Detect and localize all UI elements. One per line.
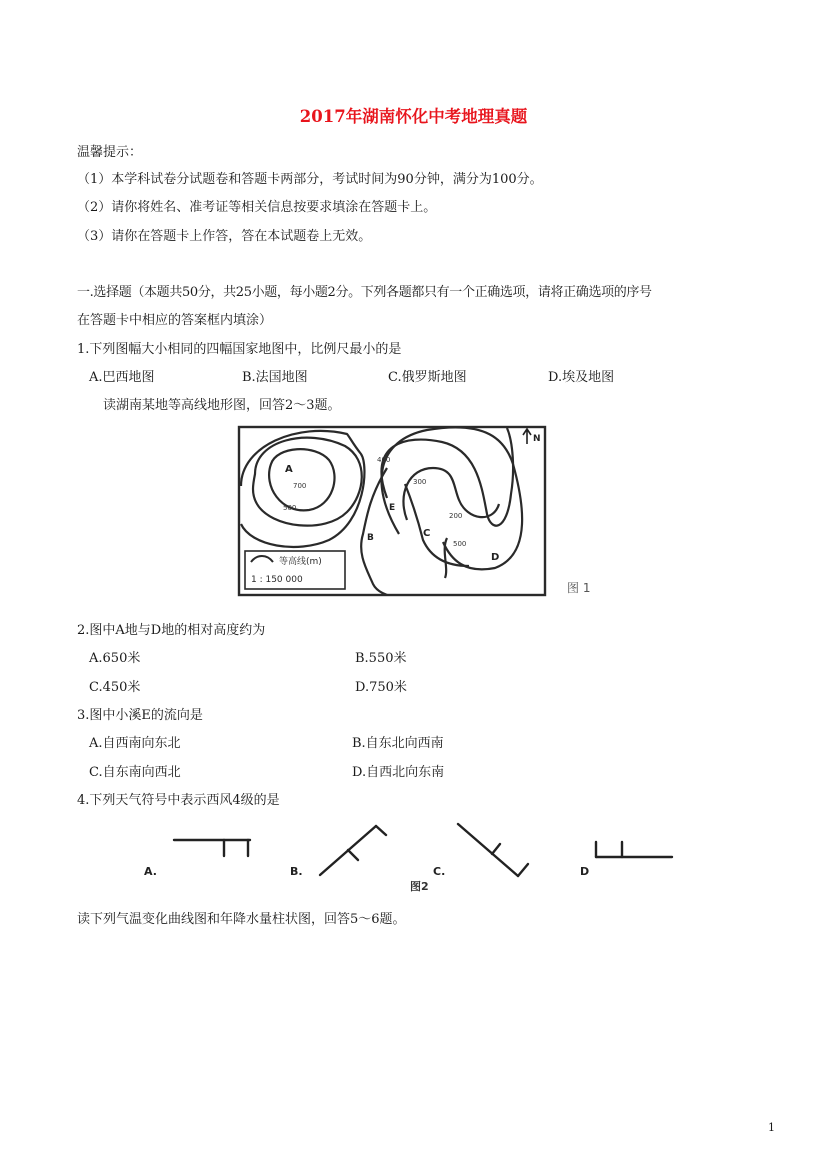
north-arrow-icon xyxy=(523,429,531,444)
figure-1-caption: 图 1 xyxy=(567,581,591,595)
point-label-c: C xyxy=(423,528,431,539)
figure-2-caption: 图2 xyxy=(410,880,429,893)
reading-prompt-1: 读湖南某地等高线地形图，回答2～3题。 xyxy=(103,398,341,413)
north-arrow-label: N xyxy=(533,434,541,444)
section-intro-line1: 一.选择题（本题共50分，共25小题，每小题2分。下列各题都只有一个正确选项，请将正确选项的序号 xyxy=(77,285,652,300)
notice-item-1: （1）本学科试卷分试题卷和答题卡两部分，考试时间为90分钟，满分为100分。 xyxy=(77,172,543,187)
contour-label: 200 xyxy=(449,512,463,520)
wind-symbol-a xyxy=(174,840,250,856)
map-legend-text: 等高线(m) xyxy=(279,557,322,567)
q3-option-c[interactable]: C.自东南向西北 xyxy=(89,765,181,780)
point-label-a: A xyxy=(285,464,293,475)
point-label-e: E xyxy=(389,503,396,513)
q2-option-c[interactable]: C.450米 xyxy=(89,680,141,695)
q1-option-c[interactable]: C.俄罗斯地图 xyxy=(388,370,467,385)
contour-label: 500 xyxy=(283,504,297,512)
reading-prompt-2: 读下列气温变化曲线图和年降水量柱状图，回答5～6题。 xyxy=(77,912,406,927)
stream-line xyxy=(405,484,469,566)
q1-option-d[interactable]: D.埃及地图 xyxy=(548,370,615,385)
q3-option-b[interactable]: B.自东北向西南 xyxy=(352,736,444,751)
q1-option-a[interactable]: A.巴西地图 xyxy=(89,370,155,385)
notice-item-2: （2）请你将姓名、准考证等相关信息按要求填涂在答题卡上。 xyxy=(77,200,437,215)
wind-option-d-label: D xyxy=(580,865,590,878)
contour-line xyxy=(269,449,334,510)
q3-option-a[interactable]: A.自西南向东北 xyxy=(89,736,181,751)
notice-item-3: （3）请你在答题卡上作答，答在本试题卷上无效。 xyxy=(77,229,372,244)
contour-label: 300 xyxy=(413,478,427,486)
section-intro-line2: 在答题卡中相应的答案框内填涂） xyxy=(77,313,273,328)
stream-line xyxy=(445,538,447,578)
q2-option-d[interactable]: D.750米 xyxy=(355,680,407,695)
q3-option-d[interactable]: D.自西北向东南 xyxy=(352,765,445,780)
question-3-stem: 3.图中小溪E的流向是 xyxy=(77,708,203,723)
page-title: 2017年湖南怀化中考地理真题 xyxy=(299,107,528,126)
q1-option-b[interactable]: B.法国地图 xyxy=(242,370,308,385)
wind-symbol-d xyxy=(596,842,672,857)
question-1-stem: 1.下列图幅大小相同的四幅国家地图中，比例尺最小的是 xyxy=(77,342,402,357)
notice-heading: 温馨提示： xyxy=(77,145,143,160)
question-2-stem: 2.图中A地与D地的相对高度约为 xyxy=(77,623,266,638)
point-label-d: D xyxy=(491,552,500,563)
wind-symbol-c xyxy=(458,824,528,876)
question-4-stem: 4.下列天气符号中表示西风4级的是 xyxy=(77,793,280,808)
map-scale-text: 1 : 150 000 xyxy=(251,575,303,585)
wind-symbol-b xyxy=(320,826,386,875)
point-label-b: B xyxy=(367,533,374,543)
wind-option-c-label: C. xyxy=(433,865,446,878)
contour-label: 500 xyxy=(453,540,467,548)
q2-option-a[interactable]: A.650米 xyxy=(89,651,141,666)
contour-label: 700 xyxy=(293,482,307,490)
contour-map-figure xyxy=(237,424,549,598)
wind-option-a-label: A. xyxy=(144,865,157,878)
q2-option-b[interactable]: B.550米 xyxy=(355,651,407,666)
wind-option-b-label: B. xyxy=(290,865,303,878)
contour-line xyxy=(381,428,513,526)
contour-label: 400 xyxy=(377,456,391,464)
page-number: 1 xyxy=(768,1121,775,1134)
